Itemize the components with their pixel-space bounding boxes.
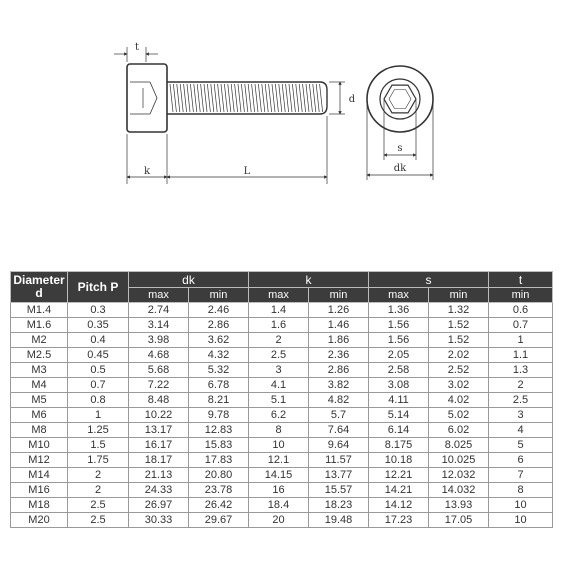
cell-dk-min: 29.67 (189, 513, 249, 528)
table-header (11, 272, 553, 303)
cell-s-min: 1.32 (429, 303, 489, 318)
cell-s-max: 17.23 (369, 513, 429, 528)
cell-s-min: 3.02 (429, 378, 489, 393)
cell-diameter: M16 (11, 483, 68, 498)
cell-k-max: 2 (249, 333, 309, 348)
cell-diameter: M1.6 (11, 318, 68, 333)
cell-dk-max: 7.22 (129, 378, 189, 393)
cell-diameter: M20 (11, 513, 68, 528)
table-row (11, 468, 553, 483)
specification-table (10, 271, 553, 528)
cell-dk-min: 8.21 (189, 393, 249, 408)
cell-dk-max: 21.13 (129, 468, 189, 483)
cell-dk-min: 3.62 (189, 333, 249, 348)
screw-head (127, 64, 167, 132)
header-dk-min: min (189, 288, 249, 303)
cell-dk-max: 5.68 (129, 363, 189, 378)
cell-k-max: 10 (249, 438, 309, 453)
cell-pitch: 0.5 (68, 363, 129, 378)
cell-dk-max: 24.33 (129, 483, 189, 498)
cell-k-max: 1.4 (249, 303, 309, 318)
cell-pitch: 0.45 (68, 348, 129, 363)
table-row (11, 513, 553, 528)
cell-k-max: 2.5 (249, 348, 309, 363)
table-row (11, 483, 553, 498)
table-row (11, 378, 553, 393)
table-row (11, 423, 553, 438)
table-row (11, 363, 553, 378)
cell-dk-max: 30.33 (129, 513, 189, 528)
cell-pitch: 1.75 (68, 453, 129, 468)
cell-k-max: 4.1 (249, 378, 309, 393)
thread-lines (170, 84, 323, 112)
dimensions (114, 47, 345, 184)
cell-k-min: 19.48 (309, 513, 369, 528)
cell-s-min: 10.025 (429, 453, 489, 468)
cell-s-max: 8.175 (369, 438, 429, 453)
cell-dk-max: 8.48 (129, 393, 189, 408)
cell-k-min: 1.46 (309, 318, 369, 333)
cell-t-min: 6 (489, 453, 553, 468)
cell-t-min: 2 (489, 378, 553, 393)
cell-k-min: 5.7 (309, 408, 369, 423)
cell-dk-min: 4.32 (189, 348, 249, 363)
cell-s-min: 13.93 (429, 498, 489, 513)
cell-k-min: 3.82 (309, 378, 369, 393)
table-row (11, 453, 553, 468)
cell-t-min: 7 (489, 468, 553, 483)
cell-pitch: 1 (68, 408, 129, 423)
cell-k-min: 9.64 (309, 438, 369, 453)
table-row (11, 393, 553, 408)
cell-dk-max: 18.17 (129, 453, 189, 468)
cell-t-min: 4 (489, 423, 553, 438)
cell-k-min: 2.36 (309, 348, 369, 363)
label-t: t (134, 42, 140, 53)
header-k-min: min (309, 288, 369, 303)
cell-dk-max: 10.22 (129, 408, 189, 423)
cell-k-min: 1.26 (309, 303, 369, 318)
cell-s-min: 17.05 (429, 513, 489, 528)
cell-dk-min: 20.80 (189, 468, 249, 483)
cell-s-min: 1.52 (429, 333, 489, 348)
cell-pitch: 1.5 (68, 438, 129, 453)
cell-s-min: 5.02 (429, 408, 489, 423)
cell-k-min: 18.23 (309, 498, 369, 513)
cell-diameter: M1.4 (11, 303, 68, 318)
cell-pitch: 2.5 (68, 498, 129, 513)
header-diameter-line1: Diameter (13, 273, 65, 287)
cell-t-min: 3 (489, 408, 553, 423)
cell-t-min: 0.7 (489, 318, 553, 333)
header-dk: dk (129, 272, 249, 288)
cell-s-max: 1.36 (369, 303, 429, 318)
label-s: s (397, 143, 403, 154)
cell-dk-min: 15.83 (189, 438, 249, 453)
cell-k-max: 20 (249, 513, 309, 528)
cell-s-min: 1.52 (429, 318, 489, 333)
cell-pitch: 0.3 (68, 303, 129, 318)
cell-t-min: 5 (489, 438, 553, 453)
cell-t-min: 8 (489, 483, 553, 498)
cell-pitch: 2 (68, 468, 129, 483)
cell-dk-max: 3.98 (129, 333, 189, 348)
cell-s-max: 5.14 (369, 408, 429, 423)
cell-dk-max: 13.17 (129, 423, 189, 438)
cell-s-max: 12.21 (369, 468, 429, 483)
header-dk-max: max (129, 288, 189, 303)
header-pitch: Pitch P (68, 272, 129, 303)
cell-k-max: 6.2 (249, 408, 309, 423)
cell-dk-max: 26.97 (129, 498, 189, 513)
cell-k-min: 2.86 (309, 363, 369, 378)
cell-pitch: 0.35 (68, 318, 129, 333)
header-diameter-line2: d (35, 286, 43, 300)
cell-s-min: 12.032 (429, 468, 489, 483)
cell-diameter: M6 (11, 408, 68, 423)
cell-dk-min: 12.83 (189, 423, 249, 438)
cell-t-min: 1.3 (489, 363, 553, 378)
cell-dk-min: 17.83 (189, 453, 249, 468)
cell-dk-max: 4.68 (129, 348, 189, 363)
cell-t-min: 1 (489, 333, 553, 348)
cell-k-max: 12.1 (249, 453, 309, 468)
cell-s-max: 2.58 (369, 363, 429, 378)
cell-diameter: M4 (11, 378, 68, 393)
cell-t-min: 10 (489, 513, 553, 528)
label-k: k (143, 166, 151, 177)
cell-s-min: 6.02 (429, 423, 489, 438)
cell-t-min: 1.1 (489, 348, 553, 363)
table-body (11, 303, 553, 528)
cell-s-max: 3.08 (369, 378, 429, 393)
cell-s-max: 14.12 (369, 498, 429, 513)
label-dk: dk (393, 163, 407, 174)
cell-diameter: M3 (11, 363, 68, 378)
cell-dk-min: 9.78 (189, 408, 249, 423)
cell-k-max: 14.15 (249, 468, 309, 483)
header-diameter (11, 272, 68, 303)
cell-dk-min: 26.42 (189, 498, 249, 513)
table-row (11, 438, 553, 453)
cell-s-max: 6.14 (369, 423, 429, 438)
table-row (11, 303, 553, 318)
header-s-min: min (429, 288, 489, 303)
cell-pitch: 2.5 (68, 513, 129, 528)
cell-s-min: 2.02 (429, 348, 489, 363)
cell-s-max: 14.21 (369, 483, 429, 498)
side-view (127, 64, 327, 132)
cell-dk-max: 3.14 (129, 318, 189, 333)
cell-t-min: 0.6 (489, 303, 553, 318)
header-s: s (369, 272, 489, 288)
cell-k-min: 11.57 (309, 453, 369, 468)
cell-t-min: 10 (489, 498, 553, 513)
cell-k-min: 7.64 (309, 423, 369, 438)
cell-k-min: 4.82 (309, 393, 369, 408)
cell-k-min: 1.86 (309, 333, 369, 348)
cell-pitch: 2 (68, 483, 129, 498)
cell-k-min: 15.57 (309, 483, 369, 498)
table-row (11, 408, 553, 423)
cell-dk-min: 2.46 (189, 303, 249, 318)
header-s-max: max (369, 288, 429, 303)
cell-s-max: 2.05 (369, 348, 429, 363)
cell-k-max: 5.1 (249, 393, 309, 408)
cell-s-max: 4.11 (369, 393, 429, 408)
cell-k-max: 3 (249, 363, 309, 378)
table-row (11, 318, 553, 333)
cell-dk-min: 23.78 (189, 483, 249, 498)
cell-dk-min: 5.32 (189, 363, 249, 378)
cell-diameter: M8 (11, 423, 68, 438)
cell-pitch: 0.7 (68, 378, 129, 393)
cell-s-min: 8.025 (429, 438, 489, 453)
header-k: k (249, 272, 369, 288)
label-d: d (348, 94, 356, 105)
head-outer-circle (367, 66, 433, 132)
cell-dk-max: 16.17 (129, 438, 189, 453)
header-k-max: max (249, 288, 309, 303)
cell-k-max: 18.4 (249, 498, 309, 513)
cell-pitch: 0.4 (68, 333, 129, 348)
cell-diameter: M2.5 (11, 348, 68, 363)
cell-k-max: 1.6 (249, 318, 309, 333)
cell-k-min: 13.77 (309, 468, 369, 483)
cell-s-min: 2.52 (429, 363, 489, 378)
label-L: L (243, 166, 251, 177)
cell-pitch: 1.25 (68, 423, 129, 438)
header-t-min: min (489, 288, 553, 303)
cell-dk-min: 2.86 (189, 318, 249, 333)
cell-s-max: 1.56 (369, 318, 429, 333)
table-row (11, 333, 553, 348)
table-row (11, 348, 553, 363)
cell-diameter: M18 (11, 498, 68, 513)
cell-diameter: M10 (11, 438, 68, 453)
cell-t-min: 2.5 (489, 393, 553, 408)
cell-s-max: 1.56 (369, 333, 429, 348)
table-row (11, 498, 553, 513)
cell-diameter: M2 (11, 333, 68, 348)
screw-drawing (0, 0, 562, 260)
cell-diameter: M5 (11, 393, 68, 408)
cell-s-max: 10.18 (369, 453, 429, 468)
cell-s-min: 4.02 (429, 393, 489, 408)
cell-pitch: 0.8 (68, 393, 129, 408)
cell-dk-min: 6.78 (189, 378, 249, 393)
header-t: t (489, 272, 553, 288)
cell-diameter: M14 (11, 468, 68, 483)
cell-dk-max: 2.74 (129, 303, 189, 318)
cell-diameter: M12 (11, 453, 68, 468)
cell-s-min: 14.032 (429, 483, 489, 498)
cell-k-max: 16 (249, 483, 309, 498)
cell-k-max: 8 (249, 423, 309, 438)
